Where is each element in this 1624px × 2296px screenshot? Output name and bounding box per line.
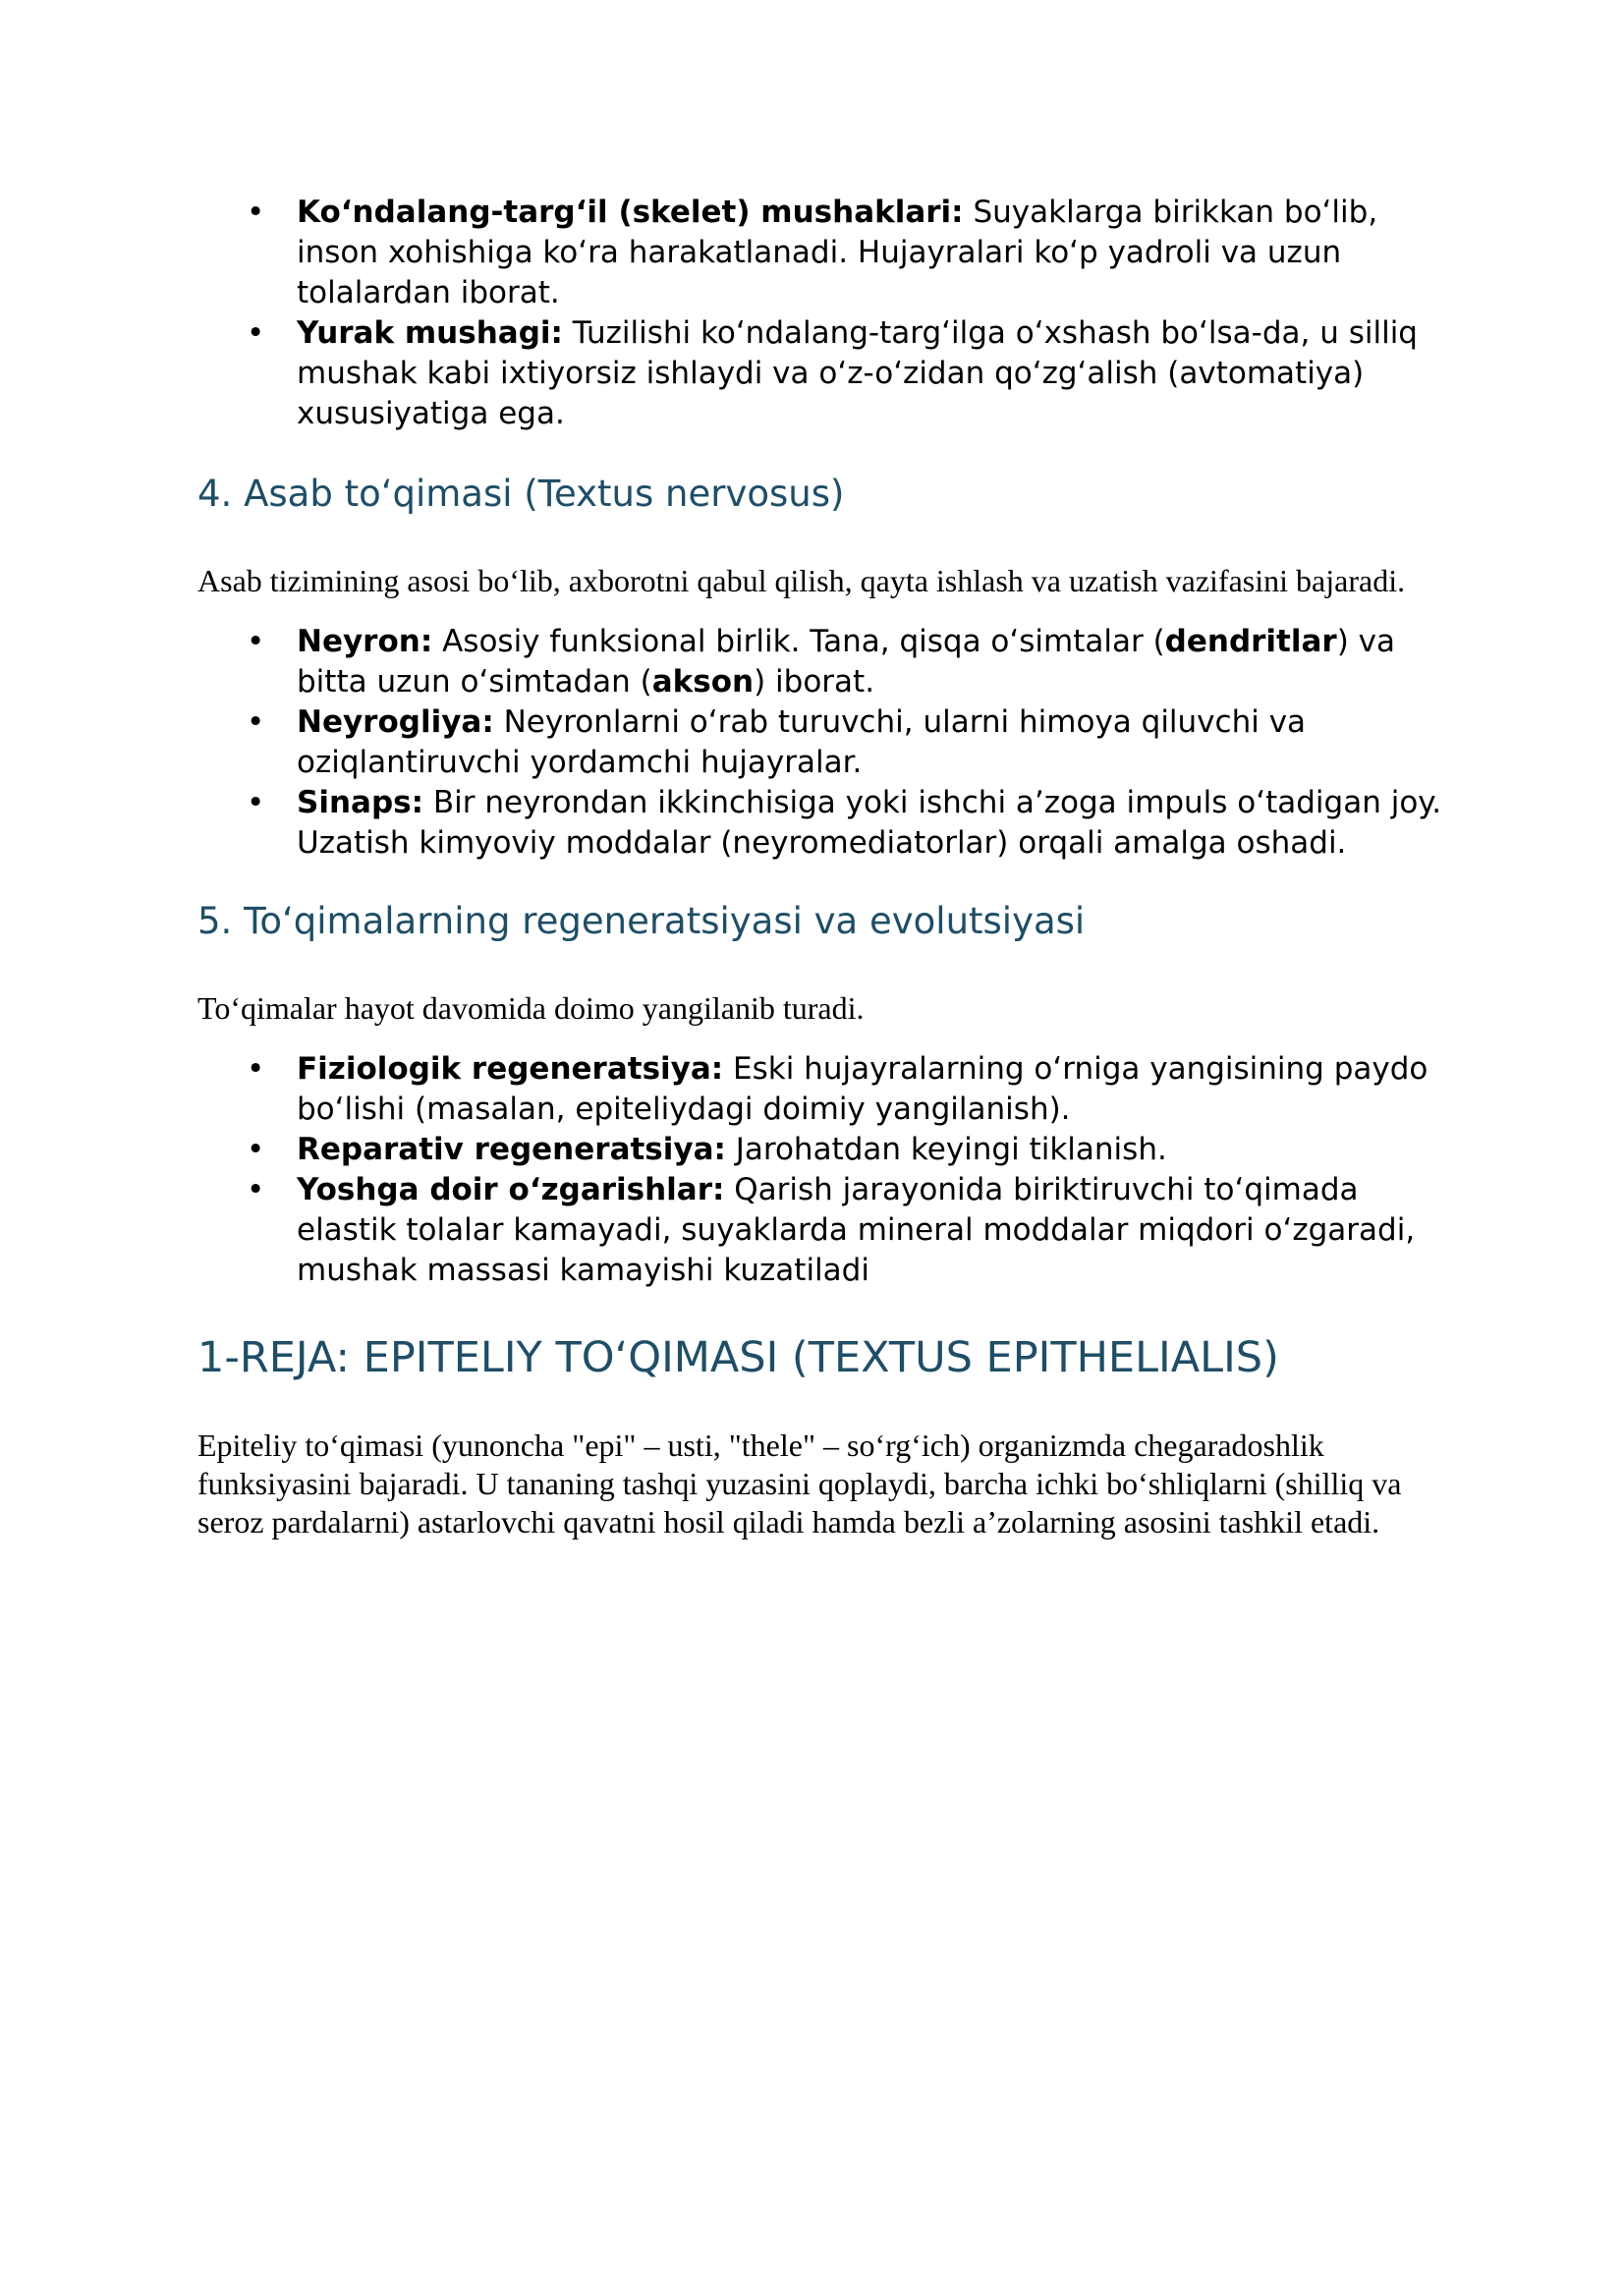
list-item-text: Bir neyrondan ikkinchisiga yoki ishchi a’zoga impuls o‘tadigan joy. Uzatish kimyoviy moddalar (neyromediatorlar) orqali amalga oshadi. [297,785,1442,861]
term-dendritlar: dendritlar [1164,624,1337,659]
list-item-text: Qarish jarayonida biriktiruvchi to‘qimada elastik tolalar kamayadi, suyaklarda mineral moddalar miqdori o‘zgaradi, mushak massasi kamayishi kuzatiladi [297,1172,1416,1288]
list-item-text: ) iborat. [754,664,875,700]
list-item-term: Reparativ regeneratsiya: [297,1132,726,1167]
list-item-text: Tuzilishi ko‘ndalang-targ‘ilga o‘xshash bo‘lsa-da, u silliq mushak kabi ixtiyorsiz ishlaydi va o‘z-o‘zidan qo‘zg‘alish (avtomatiya) xususiyatiga ega. [297,315,1418,431]
regeneration-list [197,1049,1455,1291]
list-item [197,702,1455,783]
list-item-term: Sinaps: [297,785,423,820]
section-intro-asab: Asab tizimining asosi bo‘lib, axborotni qabul qilish, qayta ishlash va uzatish vazifasini bajaradi. [197,563,1406,598]
list-item-text: Eski hujayralarning o‘rniga yangisining paydo bo‘lishi (masalan, epiteliydagi doimiy yangilanish). [297,1051,1428,1127]
section-intro-regeneratsiya: To‘qimalar hayot davomida doimo yangilanib turadi. [197,990,865,1026]
list-item-term: Neyron: [297,624,433,659]
list-item-text: Suyaklarga birikkan bo‘lib, inson xohishiga ko‘ra harakatlanadi. Hujayralari ko‘p yadroli va uzun tolalardan iborat. [297,195,1378,310]
term-akson: akson [651,664,755,700]
list-item [197,1170,1455,1291]
list-item-term: Yoshga doir o‘zgarishlar: [297,1172,725,1207]
neuro-list [197,622,1455,864]
list-item-term: Neyrogliya: [297,704,494,740]
list-item [197,193,1455,313]
list-item-text: Asosiy funksional birlik. Tana, qisqa o‘simtalar ( [432,624,1165,659]
list-item [197,1130,1455,1170]
section-heading-regeneratsiya: 5. To‘qimalarning regeneratsiyasi va evolutsiyasi [197,900,1086,942]
list-item-text: Neyronlarni o‘rab turuvchi, ularni himoya qiluvchi va oziqlantiruvchi yordamchi hujayralar. [297,704,1307,780]
list-item-text: Jarohatdan keyingi tiklanish. [725,1132,1167,1167]
list-item [197,1049,1455,1130]
reja-body: Epiteliy to‘qimasi (yunoncha "epi" – usti, "thele" – so‘rg‘ich) organizmda chegaradoshlik funksiyasini bajaradi. U tananing tashqi yuzasini qoplaydi, barcha ichki bo‘shliqlarni (shilliq va seroz pardalarni) astarlovchi qavatni hosil qiladi hamda bezli a’zolarning asosini tashkil etadi. [197,1428,1402,1540]
list-item [197,313,1455,434]
section-heading-asab: 4. Asab to‘qimasi (Textus nervosus) [197,473,845,515]
list-item [197,622,1455,702]
reja-heading: 1-REJA: EPITELIY TO‘QIMASI (TEXTUS EPITHELIALIS) [197,1333,1279,1382]
list-item [197,783,1455,864]
page-content [197,193,1455,1541]
list-item-term: Ko‘ndalang-targ‘il (skelet) mushaklari: [297,195,964,230]
list-item-term: Yurak mushagi: [297,315,563,351]
muscle-list [197,193,1455,434]
list-item-text: ) va bitta uzun o‘simtadan ( [297,624,1396,700]
list-item-term: Fiziologik regeneratsiya: [297,1051,724,1087]
